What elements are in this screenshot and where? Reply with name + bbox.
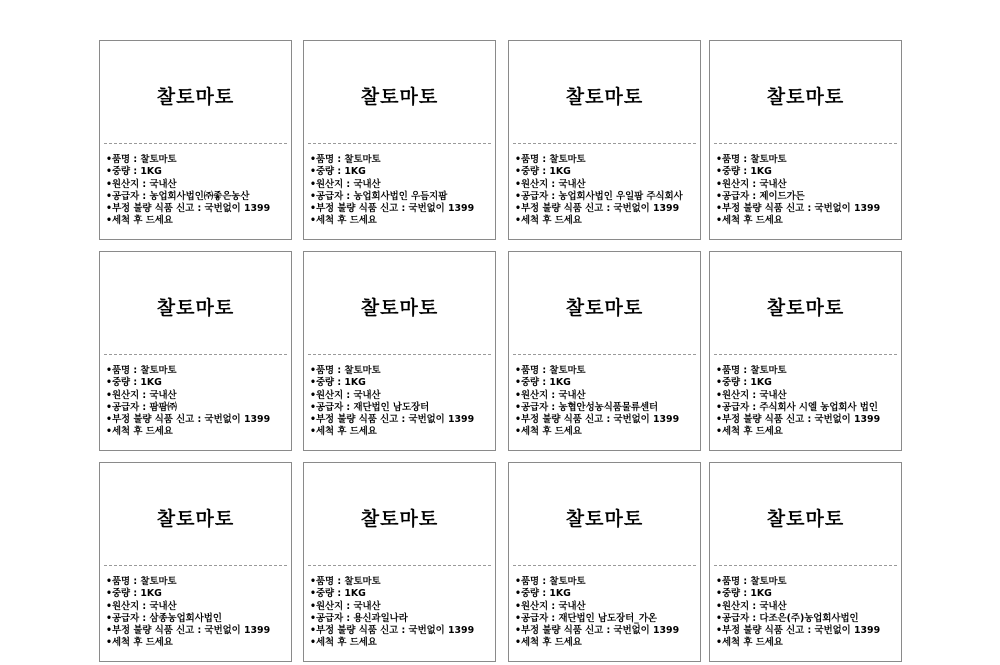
label-info [716, 365, 899, 439]
info-wash-notice: •세척 후 드세요 [716, 637, 783, 649]
info-product-name: •품명 : 찰토마토 [716, 365, 787, 376]
info-product-name: •품명 : 찰토마토 [515, 576, 586, 587]
info-origin: •원산지 : 국내산 [716, 389, 787, 401]
label-title: 찰토마토 [565, 297, 644, 319]
info-weight: •중량 : 1KG [310, 588, 366, 600]
info-product-name: •품명 : 찰토마토 [310, 154, 381, 165]
label-info [515, 365, 698, 439]
info-product-name: •품명 : 찰토마토 [106, 576, 177, 587]
info-report-hotline: •부정 불량 식품 신고 : 국번없이 1399 [106, 203, 271, 215]
product-label [709, 462, 902, 662]
label-info [310, 154, 493, 228]
info-product-name: •품명 : 찰토마토 [106, 154, 177, 165]
info-report-hotline: •부정 불량 식품 신고 : 국번없이 1399 [716, 203, 881, 215]
info-wash-notice: •세척 후 드세요 [106, 215, 173, 227]
dashed-divider [104, 565, 287, 566]
label-info [515, 154, 698, 228]
label-info [106, 154, 289, 228]
info-weight: •중량 : 1KG [106, 166, 162, 178]
info-weight: •중량 : 1KG [716, 588, 772, 600]
product-label [99, 251, 292, 451]
product-label [709, 40, 902, 240]
dashed-divider [714, 354, 897, 355]
info-supplier: •공급자 : 팜팜㈜ [106, 401, 177, 413]
label-title: 찰토마토 [360, 508, 439, 530]
info-origin: •원산지 : 국내산 [106, 600, 177, 612]
info-product-name: •품명 : 찰토마토 [310, 365, 381, 376]
label-title: 찰토마토 [156, 86, 235, 108]
info-origin: •원산지 : 국내산 [515, 178, 586, 190]
label-title: 찰토마토 [565, 508, 644, 530]
info-product-name: •품명 : 찰토마토 [310, 576, 381, 587]
info-wash-notice: •세척 후 드세요 [310, 637, 377, 649]
info-origin: •원산지 : 국내산 [716, 178, 787, 190]
info-weight: •중량 : 1KG [716, 166, 772, 178]
info-origin: •원산지 : 국내산 [515, 600, 586, 612]
label-title: 찰토마토 [766, 86, 845, 108]
dashed-divider [513, 354, 696, 355]
info-origin: •원산지 : 국내산 [515, 389, 586, 401]
info-supplier: •공급자 : 삼종농업회사법인 [106, 612, 222, 624]
product-label [303, 251, 496, 451]
info-wash-notice: •세척 후 드세요 [106, 426, 173, 438]
info-supplier: •공급자 : 용신과일나라 [310, 612, 408, 624]
product-label [99, 40, 292, 240]
info-report-hotline: •부정 불량 식품 신고 : 국번없이 1399 [310, 625, 475, 637]
dashed-divider [308, 565, 491, 566]
info-weight: •중량 : 1KG [310, 166, 366, 178]
label-info [515, 576, 698, 650]
info-weight: •중량 : 1KG [310, 377, 366, 389]
info-origin: •원산지 : 국내산 [106, 389, 177, 401]
info-product-name: •품명 : 찰토마토 [716, 154, 787, 165]
dashed-divider [308, 354, 491, 355]
info-wash-notice: •세척 후 드세요 [716, 426, 783, 438]
info-weight: •중량 : 1KG [716, 377, 772, 389]
info-wash-notice: •세척 후 드세요 [515, 215, 582, 227]
info-supplier: •공급자 : 농업회사법인㈜좋은농산 [106, 190, 250, 202]
product-label [303, 462, 496, 662]
info-report-hotline: •부정 불량 식품 신고 : 국번없이 1399 [716, 625, 881, 637]
label-info [310, 576, 493, 650]
info-origin: •원산지 : 국내산 [716, 600, 787, 612]
label-info [716, 154, 899, 228]
label-title: 찰토마토 [156, 297, 235, 319]
label-info [716, 576, 899, 650]
info-product-name: •품명 : 찰토마토 [106, 365, 177, 376]
product-label [508, 462, 701, 662]
info-supplier: •공급자 : 재단법인 남도장터 [310, 401, 430, 413]
info-supplier: •공급자 : 농업회사법인 우듬지팜 [310, 190, 448, 202]
product-label [508, 40, 701, 240]
dashed-divider [714, 565, 897, 566]
dashed-divider [513, 565, 696, 566]
info-product-name: •품명 : 찰토마토 [515, 365, 586, 376]
info-origin: •원산지 : 국내산 [310, 600, 381, 612]
info-report-hotline: •부정 불량 식품 신고 : 국번없이 1399 [515, 625, 680, 637]
info-wash-notice: •세척 후 드세요 [515, 426, 582, 438]
product-label [99, 462, 292, 662]
info-origin: •원산지 : 국내산 [310, 178, 381, 190]
product-label [508, 251, 701, 451]
info-wash-notice: •세척 후 드세요 [515, 637, 582, 649]
dashed-divider [513, 143, 696, 144]
info-report-hotline: •부정 불량 식품 신고 : 국번없이 1399 [106, 414, 271, 426]
dashed-divider [104, 143, 287, 144]
info-report-hotline: •부정 불량 식품 신고 : 국번없이 1399 [716, 414, 881, 426]
label-info [106, 365, 289, 439]
info-product-name: •품명 : 찰토마토 [716, 576, 787, 587]
info-report-hotline: •부정 불량 식품 신고 : 국번없이 1399 [310, 203, 475, 215]
info-report-hotline: •부정 불량 식품 신고 : 국번없이 1399 [515, 414, 680, 426]
info-origin: •원산지 : 국내산 [106, 178, 177, 190]
info-weight: •중량 : 1KG [515, 377, 571, 389]
info-weight: •중량 : 1KG [106, 377, 162, 389]
label-title: 찰토마토 [360, 297, 439, 319]
info-report-hotline: •부정 불량 식품 신고 : 국번없이 1399 [310, 414, 475, 426]
info-report-hotline: •부정 불량 식품 신고 : 국번없이 1399 [106, 625, 271, 637]
product-label [709, 251, 902, 451]
label-title: 찰토마토 [766, 508, 845, 530]
dashed-divider [308, 143, 491, 144]
label-title: 찰토마토 [156, 508, 235, 530]
info-weight: •중량 : 1KG [515, 588, 571, 600]
info-supplier: •공급자 : 주식회사 시엘 농업회사 법인 [716, 401, 878, 413]
info-wash-notice: •세척 후 드세요 [106, 637, 173, 649]
dashed-divider [714, 143, 897, 144]
info-supplier: •공급자 : 제이드가든 [716, 190, 805, 202]
info-supplier: •공급자 : 다조은(주)농업회사법인 [716, 612, 859, 624]
dashed-divider [104, 354, 287, 355]
info-supplier: •공급자 : 농업회사법인 우일팜 주식회사 [515, 190, 683, 202]
info-product-name: •품명 : 찰토마토 [515, 154, 586, 165]
info-report-hotline: •부정 불량 식품 신고 : 국번없이 1399 [515, 203, 680, 215]
label-title: 찰토마토 [360, 86, 439, 108]
info-supplier: •공급자 : 재단법인 남도장터_가온 [515, 612, 657, 624]
label-title: 찰토마토 [766, 297, 845, 319]
info-supplier: •공급자 : 농협안성농식품물류센터 [515, 401, 659, 413]
label-info [106, 576, 289, 650]
label-title: 찰토마토 [565, 86, 644, 108]
info-wash-notice: •세척 후 드세요 [310, 215, 377, 227]
label-info [310, 365, 493, 439]
info-weight: •중량 : 1KG [106, 588, 162, 600]
info-wash-notice: •세척 후 드세요 [310, 426, 377, 438]
info-origin: •원산지 : 국내산 [310, 389, 381, 401]
info-wash-notice: •세척 후 드세요 [716, 215, 783, 227]
info-weight: •중량 : 1KG [515, 166, 571, 178]
product-label [303, 40, 496, 240]
